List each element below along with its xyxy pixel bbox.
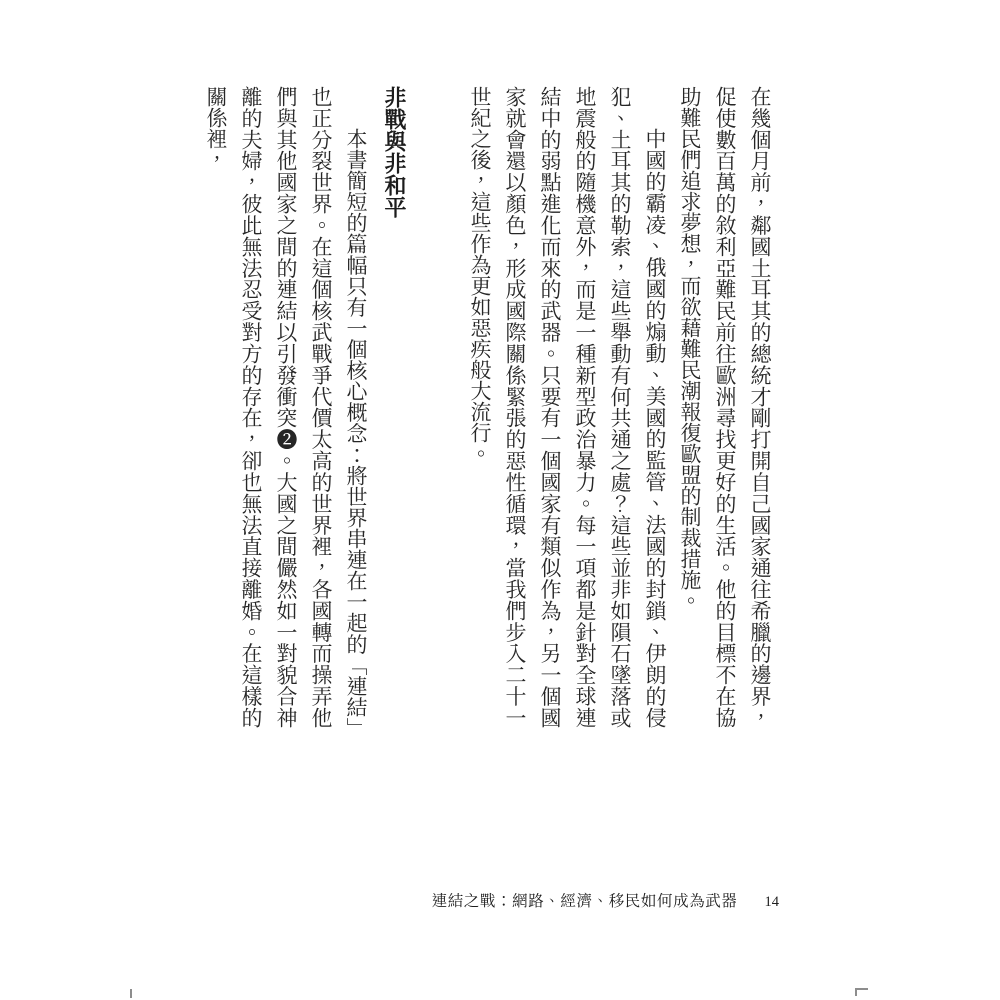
page-number: 14 bbox=[764, 894, 779, 910]
crop-mark-bottom-left bbox=[130, 989, 132, 998]
section-heading: 非戰與非和平 bbox=[382, 86, 407, 218]
paragraph-continued: 在幾個月前，鄰國土耳其的總統才剛打開自己國家通往希臘的邊界，促使數百萬的敘利亞難民前往歐洲尋找更好的生活。他的目標不在協助難民們追求夢想，而欲藉難民潮報復歐盟的制裁措施。 bbox=[678, 86, 772, 728]
page-footer bbox=[432, 889, 779, 911]
paragraph: 中國的霸凌、俄國的煽動、美國的監管、法國的封鎖、伊朗的侵犯、土耳其的勒索，這些舉動有何共通之處？這些並非如隕石墜落或地震般的隨機意外，而是一種新型政治暴力。每一項都是針對全球連結中的弱點進化而來的武器。只要有一個國家有類似作為，另一個國家就會還以顏色，形成國際關係緊張的惡性循環，當我們步入二十一世紀之後，這些作為更如惡疾般大流行。 bbox=[468, 86, 667, 728]
running-title: 連結之戰：網路、經濟、移民如何成為武器 bbox=[431, 893, 738, 910]
paragraph: 本書簡短的篇幅只有一個核心概念：將世界串連在一起的「連結」也正分裂世界。在這個核武戰爭代價太高的世界裡，各國轉而操弄他們與其他國家之間的連結以引發衝突❷。大國之間儼然如一對貌合神離的夫婦，彼此無法忍受對方的存在，卻也無法直接離婚。在這樣的關係裡， bbox=[204, 86, 368, 728]
crop-mark-bottom-right bbox=[855, 988, 868, 996]
body-text-block bbox=[198, 86, 777, 728]
